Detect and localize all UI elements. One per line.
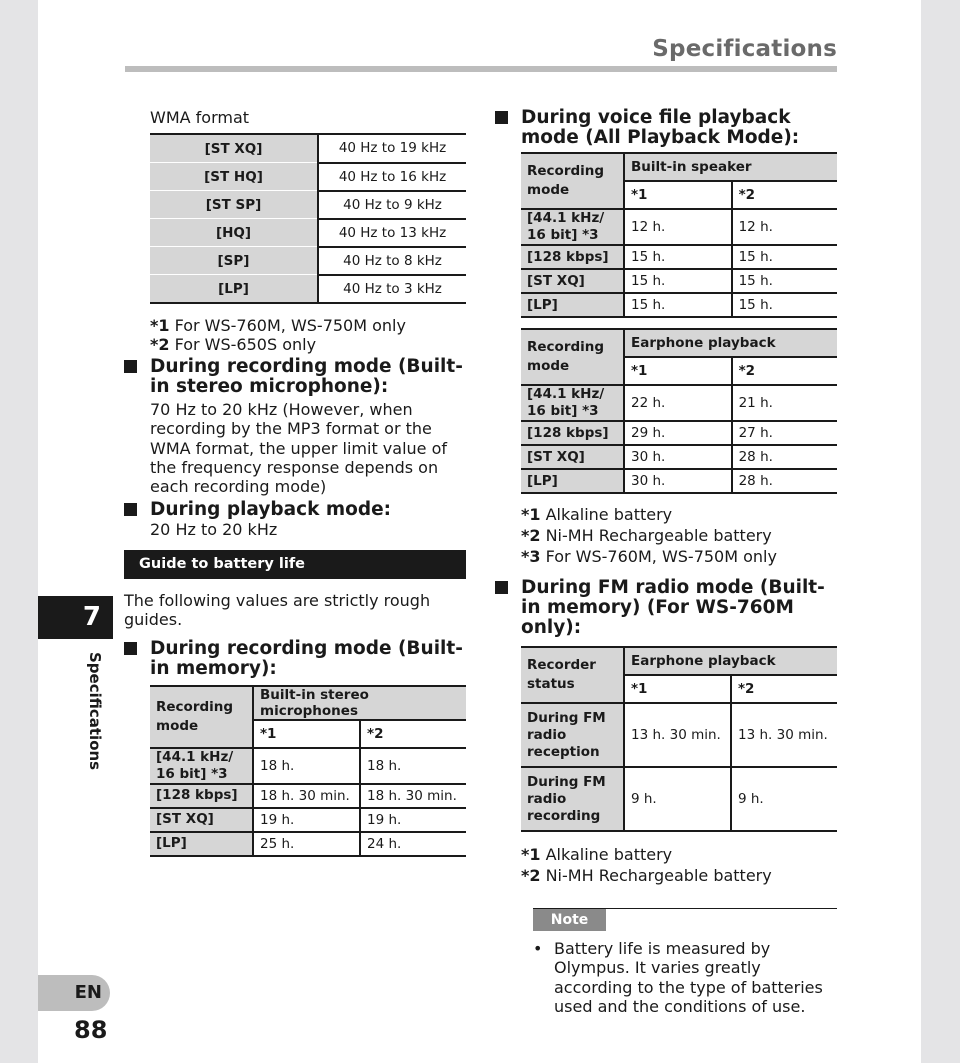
column-header-2: *2 <box>731 675 837 703</box>
note-text: Battery life is measured by Olympus. It varies greatly according to the type of batteries used and the conditions of use. <box>554 939 823 1016</box>
row-label-cell: [128 kbps] <box>521 245 624 269</box>
footnote-text: For WS-760M, WS-750M only <box>540 547 777 566</box>
note-bullet: • <box>533 939 543 958</box>
column-header-1: *1 <box>253 720 360 748</box>
column-header-group: Earphone playback <box>624 329 837 357</box>
column-header-2: *2 <box>732 357 837 385</box>
value-cell: 30 h. <box>624 469 732 493</box>
row-label-cell: [44.1 kHz/ 16 bit] *3 <box>150 748 253 784</box>
table-row <box>150 784 466 808</box>
recording-memory-table <box>150 685 466 857</box>
table-row <box>521 469 837 493</box>
bullet-square-icon <box>495 581 508 594</box>
frequency-cell: 40 Hz to 9 kHz <box>318 191 466 219</box>
table-row <box>150 134 466 163</box>
footnote <box>521 504 840 525</box>
column-header-1: *1 <box>624 357 732 385</box>
bullet-square-icon <box>124 503 137 516</box>
value-cell: 15 h. <box>732 269 837 293</box>
footnote-mark: *3 <box>521 547 541 566</box>
frequency-cell: 40 Hz to 16 kHz <box>318 163 466 191</box>
value-cell: 15 h. <box>732 293 837 317</box>
footnote-1: *1 For WS-760M, WS-750M only <box>150 316 406 335</box>
value-cell: 13 h. 30 min. <box>624 703 731 767</box>
section-heading-playback: During playback mode: <box>124 500 469 520</box>
bullet-square-icon <box>495 111 508 124</box>
chapter-label: Specifications <box>86 652 104 771</box>
value-cell: 13 h. 30 min. <box>731 703 837 767</box>
table-row <box>150 219 466 247</box>
frequency-cell: 40 Hz to 19 kHz <box>318 134 466 163</box>
column-header-mode: Recording mode <box>521 329 624 385</box>
fm-radio-footnotes <box>495 844 840 886</box>
footnote-text: Ni-MH Rechargeable battery <box>540 866 772 885</box>
value-cell: 24 h. <box>360 832 466 856</box>
bullet-square-icon <box>124 642 137 655</box>
row-label-cell: [LP] <box>521 469 624 493</box>
table-header-row <box>521 647 837 675</box>
column-header-group: Built-in speaker <box>624 153 837 181</box>
table-row <box>521 385 837 421</box>
left-column <box>124 108 469 857</box>
row-label-cell: During FM radio reception <box>521 703 624 767</box>
table-row <box>521 703 837 767</box>
frequency-cell: 40 Hz to 8 kHz <box>318 247 466 275</box>
page-header-title: Specifications <box>652 36 837 62</box>
value-cell: 19 h. <box>253 808 360 832</box>
table-row <box>521 293 837 317</box>
fm-radio-table <box>521 646 837 832</box>
column-header-group: Built-in stereo microphones <box>253 686 466 720</box>
recording-stereo-body: 70 Hz to 20 kHz (However, when recording by the MP3 format or the WMA format, the upper limit value of the frequency response depends on each recording mode) <box>150 400 448 497</box>
table-row <box>150 832 466 856</box>
table-row <box>150 275 466 304</box>
section-heading-recording-stereo: During recording mode (Built-in stereo microphone): <box>124 357 469 397</box>
column-header-mode: Recording mode <box>150 686 253 748</box>
value-cell: 18 h. 30 min. <box>360 784 466 808</box>
value-cell: 15 h. <box>624 269 732 293</box>
table-row <box>150 748 466 784</box>
value-cell: 28 h. <box>732 445 837 469</box>
table-row <box>521 445 837 469</box>
column-header-1: *1 <box>624 675 731 703</box>
value-cell: 27 h. <box>732 421 837 445</box>
header-rule <box>125 66 837 72</box>
note-item <box>533 939 837 1016</box>
value-cell: 22 h. <box>624 385 732 421</box>
table-row <box>150 247 466 275</box>
row-label-cell: [LP] <box>150 832 253 856</box>
row-label-cell: [44.1 kHz/ 16 bit] *3 <box>521 209 624 245</box>
column-header-2: *2 <box>732 181 837 209</box>
table-row <box>521 209 837 245</box>
footnote-text: Alkaline battery <box>540 845 673 864</box>
value-cell: 15 h. <box>624 293 732 317</box>
frequency-cell: 40 Hz to 3 kHz <box>343 280 442 297</box>
language-tab: EN <box>38 975 110 1011</box>
row-label-cell: During FM radio recording <box>521 767 624 831</box>
value-cell: 18 h. <box>253 748 360 784</box>
mode-cell: [HQ] <box>150 219 318 247</box>
value-cell: 29 h. <box>624 421 732 445</box>
row-label-cell: [ST XQ] <box>521 445 624 469</box>
chapter-tab: 7 <box>38 596 113 639</box>
table-row <box>521 421 837 445</box>
guide-intro: The following values are strictly rough guides. <box>124 590 431 629</box>
column-header-group: Earphone playback <box>624 647 837 675</box>
wma-table <box>150 133 466 304</box>
voice-playback-footnotes <box>495 504 840 567</box>
row-label-cell: [ST XQ] <box>521 269 624 293</box>
value-cell: 9 h. <box>731 767 837 831</box>
manual-page <box>38 0 921 1063</box>
mode-cell: [LP] <box>150 275 318 304</box>
table-header-row <box>521 329 837 357</box>
voice-playback-speaker-table <box>521 152 837 318</box>
table-row <box>521 767 837 831</box>
value-cell: 18 h. <box>360 748 466 784</box>
value-cell: 12 h. <box>732 209 837 245</box>
row-label-cell: [LP] <box>521 293 624 317</box>
bullet-square-icon <box>124 360 137 373</box>
frequency-cell: 40 Hz to 13 kHz <box>318 219 466 247</box>
page-number: 88 <box>74 1016 108 1044</box>
value-cell: 15 h. <box>732 245 837 269</box>
section-heading-fm-radio: During FM radio mode (Built-in memory) (For WS-760M only): <box>495 578 840 638</box>
value-cell: 28 h. <box>732 469 837 493</box>
footnote <box>521 525 840 546</box>
table-row <box>150 163 466 191</box>
footnote-2: *2 For WS-650S only <box>150 335 317 354</box>
table-row <box>521 269 837 293</box>
footnote-text: Ni-MH Rechargeable battery <box>540 526 772 545</box>
right-column <box>495 108 840 1016</box>
table-row <box>150 808 466 832</box>
row-label-cell: [44.1 kHz/ 16 bit] *3 <box>521 385 624 421</box>
value-cell: 12 h. <box>624 209 732 245</box>
playback-body: 20 Hz to 20 kHz <box>150 520 278 540</box>
table-row <box>150 191 466 219</box>
footnote-mark: *1 <box>521 845 541 864</box>
table-row <box>521 245 837 269</box>
mode-cell: [ST XQ] <box>150 134 318 163</box>
note-box <box>533 908 837 1016</box>
value-cell: 30 h. <box>624 445 732 469</box>
column-header-mode: Recording mode <box>521 153 624 209</box>
value-cell: 19 h. <box>360 808 466 832</box>
mode-cell: [ST SP] <box>150 191 318 219</box>
footnote <box>521 844 840 865</box>
row-label-cell: [128 kbps] <box>150 784 253 808</box>
value-cell: 21 h. <box>732 385 837 421</box>
section-heading-recording-memory: During recording mode (Built-in memory): <box>124 639 469 679</box>
voice-playback-earphone-table <box>521 328 837 494</box>
value-cell: 9 h. <box>624 767 731 831</box>
guide-battery-life-bar: Guide to battery life <box>124 550 466 579</box>
row-label-cell: [ST XQ] <box>150 808 253 832</box>
mode-cell: [ST HQ] <box>150 163 318 191</box>
column-header-2: *2 <box>360 720 466 748</box>
section-heading-voice-playback: During voice file playback mode (All Playback Mode): <box>495 108 840 148</box>
value-cell: 15 h. <box>624 245 732 269</box>
row-label-cell: [128 kbps] <box>521 421 624 445</box>
column-header-1: *1 <box>624 181 732 209</box>
mode-cell: [SP] <box>150 247 318 275</box>
value-cell: 25 h. <box>253 832 360 856</box>
footnote <box>521 865 840 886</box>
footnote-mark: *1 <box>521 505 541 524</box>
table-header-row <box>150 686 466 720</box>
note-label: Note <box>533 909 606 931</box>
wma-format-label: WMA format <box>150 108 250 127</box>
footnote-text: Alkaline battery <box>540 505 673 524</box>
column-header-mode: Recorder status <box>521 647 624 703</box>
value-cell: 18 h. 30 min. <box>253 784 360 808</box>
footnote <box>521 546 840 567</box>
table-header-row <box>521 153 837 181</box>
footnote-mark: *2 <box>521 866 541 885</box>
footnote-mark: *2 <box>521 526 541 545</box>
